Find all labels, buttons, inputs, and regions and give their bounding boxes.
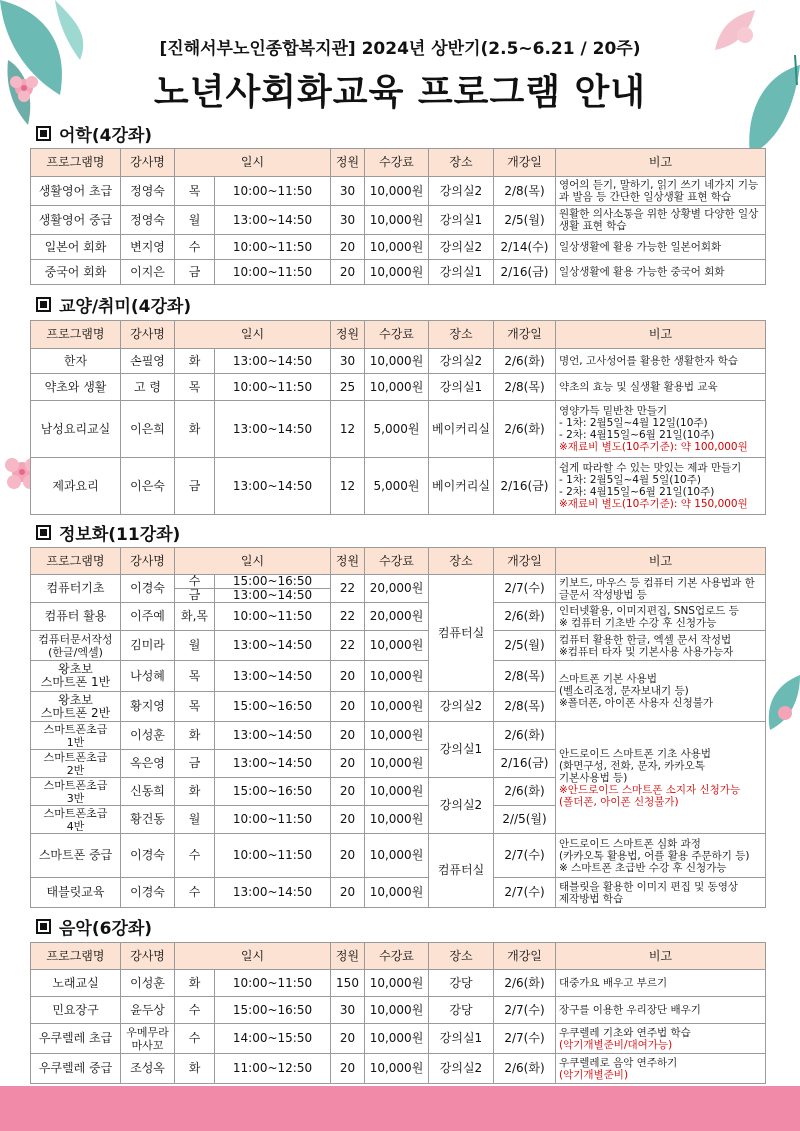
table-row: 왕초보 스마트폰 1반 나성혜 목 13:00~14:50 20 10,000원 2/8(목) 스마트폰 기본 사용법 (벨소리조정, 문자보내기 등) ※폴더폰, 아이폰 사용자 신청불가 (31, 661, 766, 692)
table-row: 태블릿교육 이경숙 수 13:00~14:50 20 10,000원 2/7(수) 태블릿을 활용한 이미지 편집 및 동영상 제작방법 학습 (31, 878, 766, 908)
square-bullet-icon (36, 525, 51, 540)
table-row: 컴퓨터문서작성 (한글/엑셀) 김미라 월 13:00~14:50 22 10,000원 2/5(월) 컴퓨터 활용한 한글, 엑셀 문서 작성법 ※컴퓨터 타자 및 기본사용 사용가능자 (31, 631, 766, 661)
table-row: 남성요리교실 이은희 화 13:00~14:50 12 5,000원 베이커리실 2/6(화) 영양가득 밑반찬 만들기 - 1차: 2월5일~4월 12일(10주) - 2차: 4월15일~6월 21일(10주) ※재료비 별도(10주기준): 약 100,000원 (31, 401, 766, 458)
culture-table (30, 320, 766, 515)
square-bullet-icon (36, 126, 51, 141)
table-row: 노래교실 이성훈 화 10:00~11:50 150 10,000원 강당 2/6(화) 대중가요 배우고 부르기 (31, 970, 766, 997)
info-table (30, 547, 766, 908)
square-bullet-icon (36, 919, 51, 934)
table-row: 컴퓨터 활용 이주예 화,목 10:00~11:50 22 20,000원 2/6(화) 인터넷활용, 이미지편집, SNS업로드 등 ※ 컴퓨터 기초반 수강 후 신청가능 (31, 603, 766, 631)
table-row: 생활영어 초급 정영숙 목 10:00~11:50 30 10,000원 강의실2 2/8(목) 영어의 듣기, 말하기, 읽기 쓰기 네가지 기능과 발음 등 간단한 일상생활 표현 학습 (31, 177, 766, 206)
subtitle: [진해서부노인종합복지관] 2024년 상반기(2.5~6.21 / 20주) (159, 39, 641, 59)
table-row: 스마트폰 중급 이경숙 수 10:00~11:50 20 10,000원 컴퓨터실 2/7(수) 안드로이드 스마트폰 심화 과정 (카카오톡 활용법, 어플 활용 주문하기 등) ※ 스마트폰 초급반 수강 후 신청가능 (31, 834, 766, 878)
table-row: 컴퓨터기초 이경숙 수 15:00~16:50 22 20,000원 컴퓨터실 2/7(수) 키보드, 마우스 등 컴퓨터 기본 사용법과 한글문서 작성방법 등 (31, 575, 766, 589)
cooking-note: 영양가득 밑반찬 만들기 - 1차: 2월5일~4월 12일(10주) - 2차: 4월15일~6월 21일(10주) ※재료비 별도(10주기준): 약 100,000원 (556, 401, 766, 458)
table-header: 프로그램명 강사명 일시 정원 수강료 장소 개강일 비고 (31, 149, 766, 177)
table-row: 민요장구 윤두상 수 15:00~16:50 30 10,000원 강당 2/7(수) 장구를 이용한 우리장단 배우기 (31, 997, 766, 1024)
table-header: 프로그램명 강사명 일시 정원 수강료 장소 개강일 비고 (31, 548, 766, 575)
section-heading-info: 정보화(11강좌) (36, 520, 180, 545)
table-row: 스마트폰초급 2반 옥은영 금 13:00~14:50 20 10,000원 2/16(금) (31, 750, 766, 778)
table-row: 금 13:00~14:50 (31, 589, 766, 603)
table-row: 우쿠렐레 초급 우메무라 마사꼬 수 14:00~15:50 20 10,000원 강의실1 2/7(수) 우쿠렐레 기초와 연주법 학습 (악기개별준비/대여가능) (31, 1024, 766, 1054)
section-heading-language: 어학(4강좌) (36, 121, 152, 146)
baking-note: 쉽게 따라할 수 있는 맛있는 제과 만들기 - 1차: 2월5일~4월 5일(10주) - 2차: 4월15일~6월 21일(10주) ※재료비 별도(10주기준): 약 150,000원 (556, 458, 766, 515)
table-header: 프로그램명 강사명 일시 정원 수강료 장소 개강일 비고 (31, 943, 766, 970)
table-row: 제과요리 이은숙 금 13:00~14:50 12 5,000원 베이커리실 2/16(금) 쉽게 따라할 수 있는 맛있는 제과 만들기 - 1차: 2월5일~4월 5일(10주) - 2차: 4월15일~6월 21일(10주) ※재료비 별도(10주기준): 약 150,000원 (31, 458, 766, 515)
section-heading-music: 음악(6강좌) (36, 914, 152, 939)
table-row: 중국어 회화 이지은 금 10:00~11:50 20 10,000원 강의실1 2/16(금) 일상생활에 활용 가능한 중국어 회화 (31, 260, 766, 285)
page-title: 노년사회화교육 프로그램 안내 (153, 72, 647, 113)
table-row: 한자 손필영 화 13:00~14:50 30 10,000원 강의실2 2/6(화) 명언, 고사성어를 활용한 생활한자 학습 (31, 349, 766, 374)
square-bullet-icon (36, 297, 51, 312)
language-table (30, 148, 766, 285)
footer-band (0, 1086, 800, 1131)
table-row: 스마트폰초급 4반 황건동 월 10:00~11:50 20 10,000원 2//5(월) (31, 806, 766, 834)
table-row: 스마트폰초급 1반 이성훈 화 13:00~14:50 20 10,000원 강의실1 2/6(화) 안드로이드 스마트폰 기초 사용법 (화면구성, 전화, 문자, 카카오톡 기본사용법 등) ※안드로이드 스마트폰 소지자 신청가능 (폴더폰, 아이폰 신청불가) (31, 722, 766, 750)
table-row: 왕초보 스마트폰 2반 황지영 목 15:00~16:50 20 10,000원 강의실2 2/8(목) (31, 692, 766, 722)
table-row: 일본어 회화 변지영 수 10:00~11:50 20 10,000원 강의실2 2/14(수) 일상생활에 활용 가능한 일본어회화 (31, 235, 766, 260)
section-heading-culture: 교양/취미(4강좌) (36, 292, 191, 317)
table-row: 우쿠렐레 중급 조성옥 화 11:00~12:50 20 10,000원 강의실2 2/6(화) 우쿠렐레로 음악 연주하기 (악기개별준비) (31, 1054, 766, 1084)
leaf-decoration-right (760, 675, 800, 730)
table-row: 약초와 생활 고 령 목 10:00~11:50 25 10,000원 강의실1 2/8(목) 약초의 효능 및 실생활 활용법 교육 (31, 374, 766, 401)
table-header: 프로그램명 강사명 일시 정원 수강료 장소 개강일 비고 (31, 321, 766, 349)
table-row: 생활영어 중급 정영숙 월 13:00~14:50 30 10,000원 강의실1 2/5(월) 원활한 의사소통을 위한 상황별 다양한 일상생활 표현 학습 (31, 206, 766, 235)
music-table (30, 942, 766, 1084)
table-row: 스마트폰초급 3반 신동희 화 15:00~16:50 20 10,000원 강의실2 2/6(화) (31, 778, 766, 806)
